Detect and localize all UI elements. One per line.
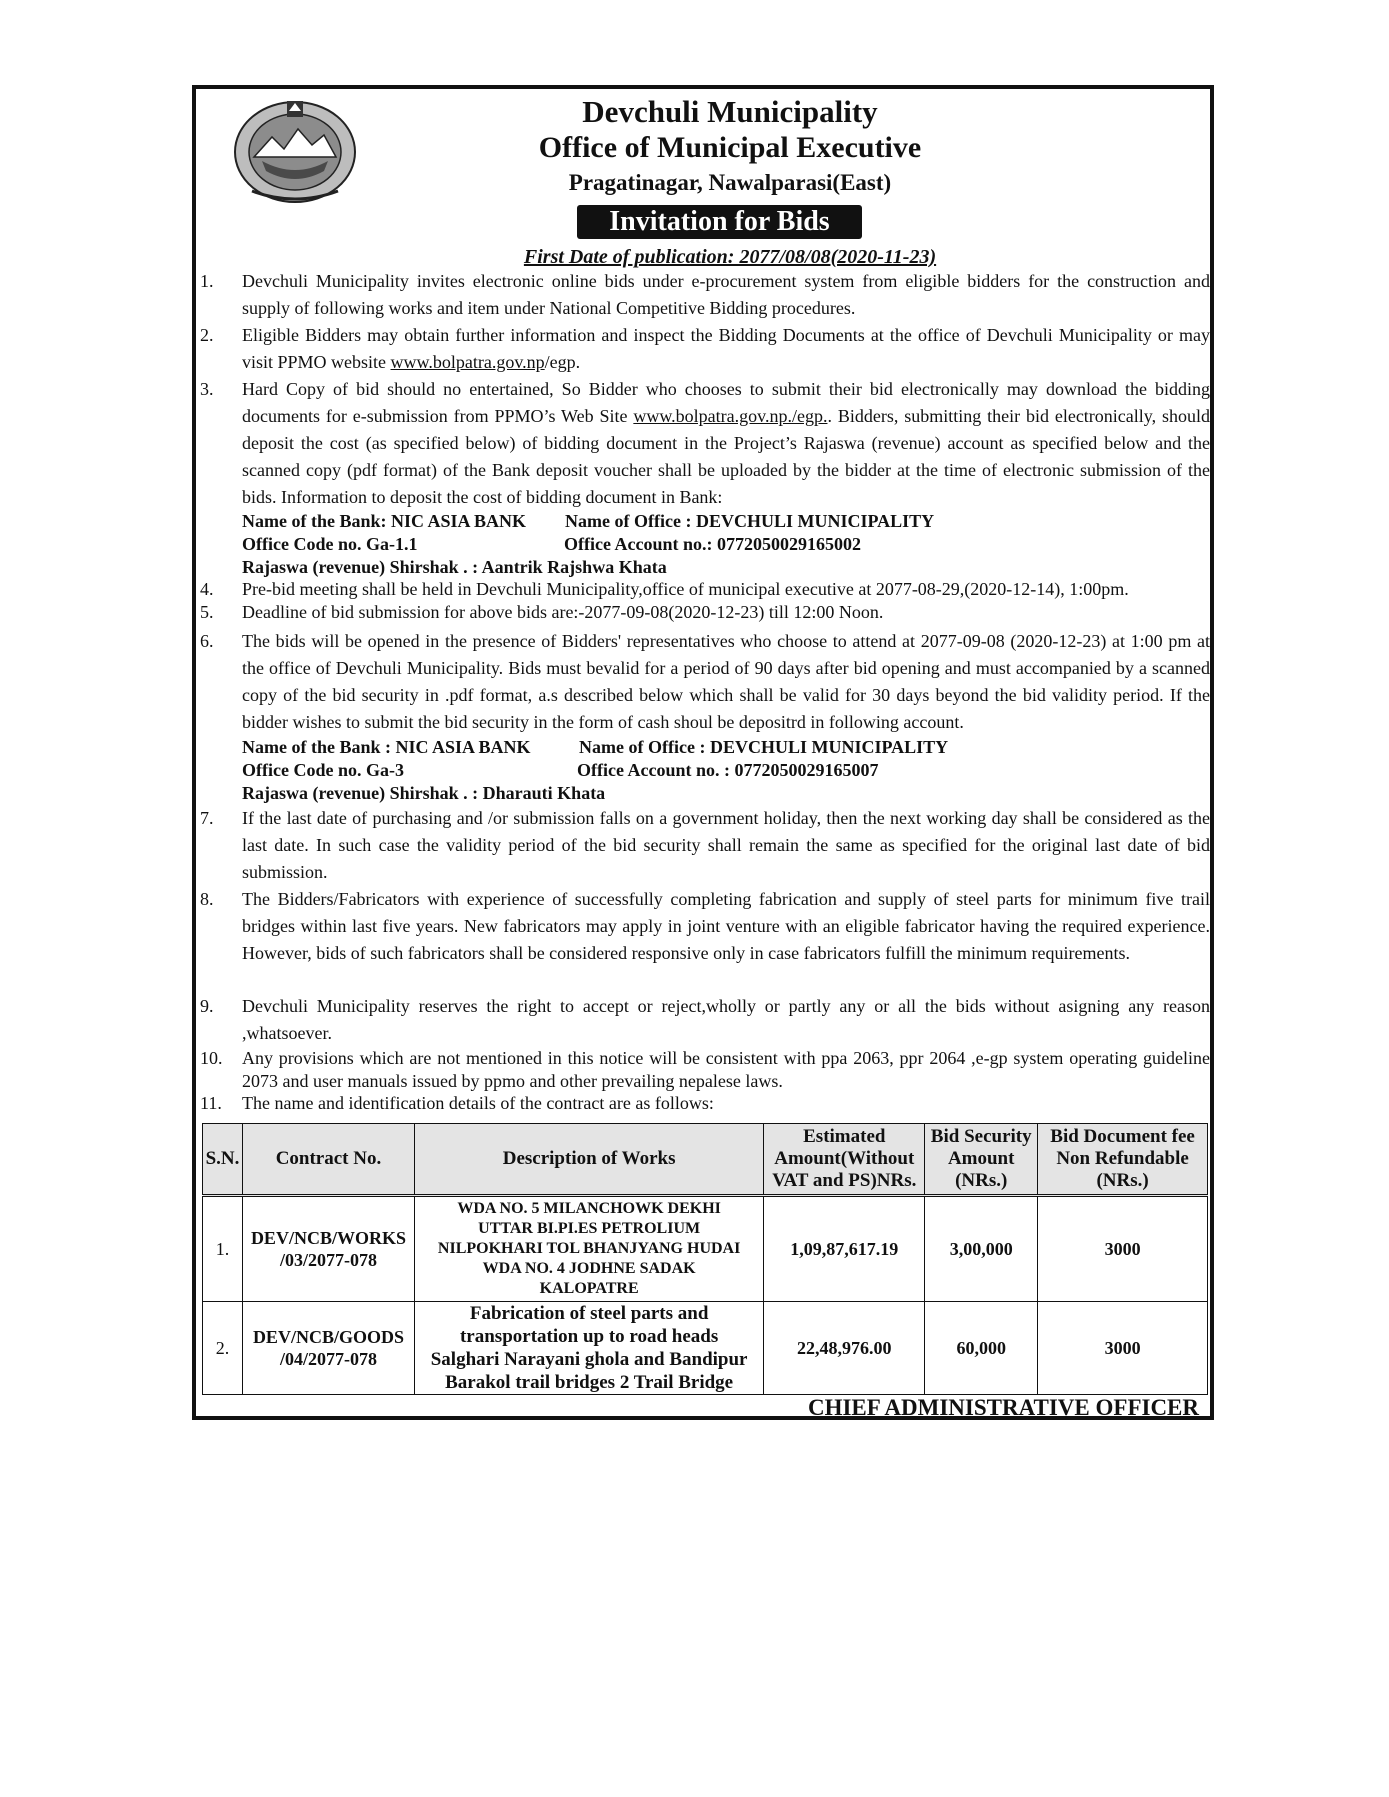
cell-fee: 3000 — [1038, 1302, 1208, 1395]
office-account: Office Account no.: 0772050029165002 — [564, 534, 861, 554]
col-header-estimate: Estimated Amount(Without VAT and PS)NRs. — [764, 1124, 925, 1196]
clause-5 — [200, 601, 1210, 624]
municipality-name: Devchuli Municipality — [582, 94, 878, 129]
office-name-field: Name of Office : DEVCHULI MUNICIPALITY — [579, 737, 949, 757]
rajaswa-heading: Rajaswa (revenue) Shirshak . : Dharauti Khata — [242, 783, 606, 803]
cell-description: WDA NO. 5 MILANCHOWK DEKHI UTTAR BI.PI.ES PETROLIUM NILPOKHARI TOL BHANJYANG HUDAI WDA NO. 4 JODHNE SADAK KALOPATRE — [414, 1196, 763, 1302]
contract-table — [202, 1123, 1208, 1395]
clause-text: Pre-bid meeting shall be held in Devchuli Municipality,office of municipal executive at 2077-08-29,(2020-12-14), 1:00pm. — [242, 579, 1129, 599]
office-name: Office of Municipal Executive — [538, 131, 922, 164]
office-name-field: Name of Office : DEVCHULI MUNICIPALITY — [565, 511, 935, 531]
clause-number: 3. — [200, 379, 214, 399]
clause-number: 5. — [200, 602, 214, 622]
clause-4 — [200, 578, 1210, 601]
cell-sn: 2. — [203, 1302, 243, 1395]
cell-sn: 1. — [203, 1196, 243, 1302]
clause-number: 1. — [200, 271, 214, 291]
clause-text: Deadline of bid submission for above bids are:-2077-09-08(2020-12-23) till 12:00 Noon. — [242, 602, 884, 622]
clause-number: 4. — [200, 579, 214, 599]
clause-number: 11. — [200, 1093, 222, 1113]
clause-3 — [200, 376, 1210, 511]
office-address: Pragatinagar, Nawalparasi(East) — [568, 170, 892, 195]
clause-text: Eligible Bidders may obtain further information and inspect the Bidding Documents at the office of Devchuli Municipality or may visit PPMO website www.bolpatra.gov.np/egp. — [242, 325, 1210, 372]
table-row — [203, 1196, 1208, 1302]
col-header-fee: Bid Document fee Non Refundable (NRs.) — [1038, 1124, 1208, 1196]
cell-contract: DEV/NCB/WORKS /03/2077-078 — [242, 1196, 414, 1302]
nepal-emblem-icon — [232, 95, 358, 205]
col-header-security: Bid Security Amount (NRs.) — [925, 1124, 1038, 1196]
clause-number: 9. — [200, 996, 214, 1016]
clause-text: Devchuli Municipality invites electronic online bids under e-procurement system from eligible bidders for the construction and supply of following works and item under National Competitive Bidding procedures. — [242, 271, 1210, 318]
clause-number: 8. — [200, 889, 214, 909]
bank-name: Name of the Bank : NIC ASIA BANK — [242, 737, 531, 757]
col-header-sn: S.N. — [203, 1124, 243, 1196]
clause-9 — [200, 993, 1210, 1047]
bank-name: Name of the Bank: NIC ASIA BANK — [242, 511, 527, 531]
clause-10 — [200, 1047, 1210, 1093]
ppmo-website-link[interactable]: www.bolpatra.gov.np — [390, 352, 545, 372]
clause-6 — [200, 628, 1210, 736]
signatory-title: CHIEF ADMINISTRATIVE OFFICER — [807, 1395, 1199, 1420]
cell-fee: 3000 — [1038, 1196, 1208, 1302]
bank-details-doc-fee — [242, 510, 935, 579]
clause-1 — [200, 268, 1210, 322]
clause-11 — [200, 1092, 1210, 1115]
clause-text: The Bidders/Fabricators with experience of successfully completing fabrication and supply of steel parts for minimum five trail bridges within last five years. New fabricators may apply in joint venture with an eligible fabricator having the required experience. However, bids of such fabricators shall be considered responsive only in case fabricators fulfill the minimum requirements. — [242, 889, 1210, 963]
cell-estimate: 22,48,976.00 — [764, 1302, 925, 1395]
office-code: Office Code no. Ga-1.1 — [242, 534, 418, 554]
clause-text: Any provisions which are not mentioned in this notice will be consistent with ppa 2063, ppr 2064 ,e-gp system operating guideline 2073 and user manuals issued by ppmo and other prevailing nepalese laws. — [242, 1048, 1210, 1091]
cell-description: Fabrication of steel parts and transportation up to road heads Salghari Narayani ghola and Bandipur Barakol trail bridges 2 Trail Bridge — [414, 1302, 763, 1395]
cell-security: 60,000 — [925, 1302, 1038, 1395]
notice-title: Invitation for Bids — [577, 205, 862, 239]
clause-number: 10. — [200, 1048, 223, 1068]
clause-number: 6. — [200, 631, 214, 651]
clause-text: Devchuli Municipality reserves the right to accept or reject,wholly or partly any or all the bids without asigning any reason ,whatsoever. — [242, 996, 1210, 1043]
office-code: Office Code no. Ga-3 — [242, 760, 404, 780]
table-header-row — [203, 1124, 1208, 1196]
bank-details-security — [242, 736, 949, 805]
col-header-contract: Contract No. — [242, 1124, 414, 1196]
clause-text: The name and identification details of the contract are as follows: — [242, 1093, 714, 1113]
clause-text: The bids will be opened in the presence of Bidders' representatives who choose to attend at 2077-09-08 (2020-12-23) at 1:00 pm at the office of Devchuli Municipality. Bids must bevalid for a period of 90 days after bid opening and must accompanied by a scanned copy of the bid security in .pdf format, a.s described below which shall be valid for 30 days beyond the bid validity period. If the bidder wishes to submit the bid security in the form of cash shoul be depositrd in following account. — [242, 631, 1210, 732]
publication-date: First Date of publication: 2077/08/08(2020-11-23) — [523, 246, 937, 268]
cell-security: 3,00,000 — [925, 1196, 1038, 1302]
clause-8 — [200, 886, 1210, 967]
table-row — [203, 1302, 1208, 1395]
clause-number: 7. — [200, 808, 214, 828]
clause-7 — [200, 805, 1210, 886]
clause-number: 2. — [200, 325, 214, 345]
clause-text: If the last date of purchasing and /or submission falls on a government holiday, then the next working day shall be considered as the last date. In such case the validity period of the bid security shall remain the same as specified for the original last date of bid submission. — [242, 808, 1210, 882]
office-account: Office Account no. : 0772050029165007 — [577, 760, 879, 780]
cell-estimate: 1,09,87,617.19 — [764, 1196, 925, 1302]
rajaswa-heading: Rajaswa (revenue) Shirshak . : Aantrik Rajshwa Khata — [242, 557, 667, 577]
cell-contract: DEV/NCB/GOODS /04/2077-078 — [242, 1302, 414, 1395]
col-header-description: Description of Works — [414, 1124, 763, 1196]
ppmo-website-link[interactable]: www.bolpatra.gov.np./egp. — [633, 406, 828, 426]
clause-2 — [200, 322, 1210, 376]
clause-text: Hard Copy of bid should no entertained, So Bidder who chooses to submit their bid electronically may download the bidding documents for e-submission from PPMO’s Web Site www.bolpatra.gov.np./egp.. Bidders, submitting their bid electronically, should deposit the cost (as specified below) of bidding document in the Project’s Rajaswa (revenue) account as specified below and the scanned copy (pdf format) of the Bank deposit voucher shall be uploaded by the bidder at the time of electronic submission of the bids. Information to deposit the cost of bidding document in Bank: — [242, 379, 1210, 507]
